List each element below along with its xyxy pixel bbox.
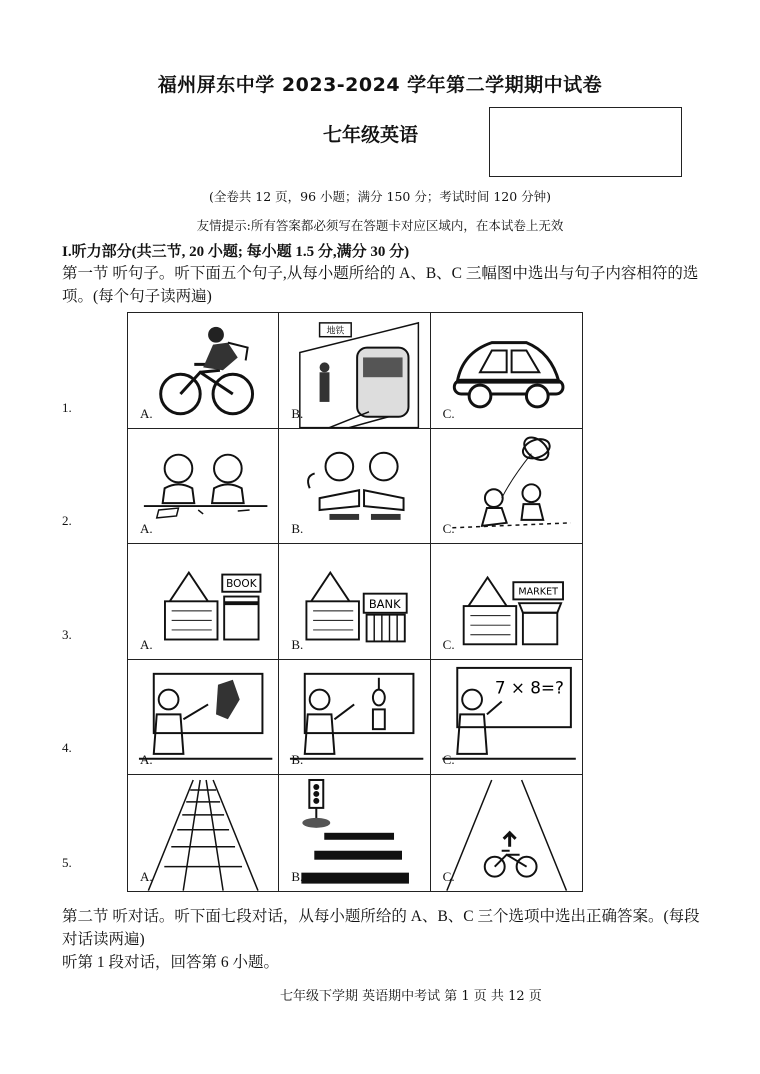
q1-option-b-picture[interactable] bbox=[279, 313, 430, 429]
q5-option-a-picture[interactable] bbox=[128, 775, 279, 891]
q3-option-c-picture[interactable] bbox=[431, 544, 582, 660]
picture-grid bbox=[127, 312, 583, 892]
q2-option-a-label: A. bbox=[140, 521, 153, 537]
market-sign-text: MARKET bbox=[518, 586, 558, 598]
question-number-2: 2. bbox=[62, 513, 72, 528]
q2-option-b-picture[interactable] bbox=[279, 429, 430, 545]
exam-info: (全卷共 12 页，96 小题；满分 150 分；考试时间 120 分钟) bbox=[208, 189, 552, 204]
q2-option-c-label: C. bbox=[442, 521, 455, 537]
q2-option-c-picture[interactable] bbox=[431, 429, 582, 545]
subway-sign-text: 地铁 bbox=[326, 326, 345, 337]
q5-option-c-label: C. bbox=[442, 868, 455, 884]
q4-option-b-picture[interactable] bbox=[279, 660, 430, 776]
part1-heading: I.听力部分(共三节, 20 小题; 每小题 1.5 分,满分 30 分) bbox=[62, 244, 410, 260]
q5-option-b-picture[interactable] bbox=[279, 775, 430, 891]
page-footer: 七年级下学期 英语期中考试 第 1 页 共 12 页 bbox=[280, 989, 542, 1004]
q1-option-a-label: A. bbox=[140, 405, 153, 421]
q3-option-c-label: C. bbox=[442, 636, 455, 652]
q2-option-b-label: B. bbox=[291, 521, 304, 537]
q3-option-a-picture[interactable] bbox=[128, 544, 279, 660]
question-number-4: 4. bbox=[62, 740, 72, 755]
score-box bbox=[489, 107, 682, 177]
exam-subtitle: 七年级英语 bbox=[323, 124, 419, 146]
exam-title: 福州屏东中学 2023-2024 学年第二学期期中试卷 bbox=[157, 74, 603, 96]
q1-option-c-picture[interactable] bbox=[431, 313, 582, 429]
question-number-1: 1. bbox=[62, 400, 72, 415]
q3-option-b-label: B. bbox=[291, 636, 304, 652]
section1-instruction: 第一节 听句子。听下面五个句子,从每小题所给的 A、B、C 三幅图中选出与句子内容相符的选项。(每个句子读两遍) bbox=[62, 265, 699, 305]
q1-option-b-label: B. bbox=[291, 405, 304, 421]
q4-option-a-picture[interactable] bbox=[128, 660, 279, 776]
q4-option-c-label: C. bbox=[442, 752, 455, 768]
q3-option-b-picture[interactable] bbox=[279, 544, 430, 660]
bank-sign-text: BANK bbox=[369, 597, 401, 612]
section2-dialog1: 听第 1 段对话，回答第 6 小题。 bbox=[62, 954, 280, 971]
section2-instruction: 第二节 听对话。听下面七段对话，从每小题所给的 A、B、C 三个选项中选出正确答案。(每段对话读两遍) bbox=[62, 908, 700, 948]
q5-option-c-picture[interactable] bbox=[431, 775, 582, 891]
q4-option-b-label: B. bbox=[291, 752, 304, 768]
question-number-3: 3. bbox=[62, 627, 72, 642]
math-board-text: 7 × 8=? bbox=[494, 677, 564, 698]
q1-option-a-picture[interactable] bbox=[128, 313, 279, 429]
exam-tip: 友情提示:所有答案都必须写在答题卡对应区域内，在本试卷上无效 bbox=[196, 218, 564, 233]
q5-option-a-label: A. bbox=[140, 868, 153, 884]
q1-option-c-label: C. bbox=[442, 405, 455, 421]
q4-option-c-picture[interactable] bbox=[431, 660, 582, 776]
question-number-5: 5. bbox=[62, 855, 72, 870]
q2-option-a-picture[interactable] bbox=[128, 429, 279, 545]
q4-option-a-label: A. bbox=[140, 752, 153, 768]
book-sign-text: BOOK bbox=[226, 578, 257, 591]
q3-option-a-label: A. bbox=[140, 636, 153, 652]
q5-option-b-label: B. bbox=[291, 868, 304, 884]
